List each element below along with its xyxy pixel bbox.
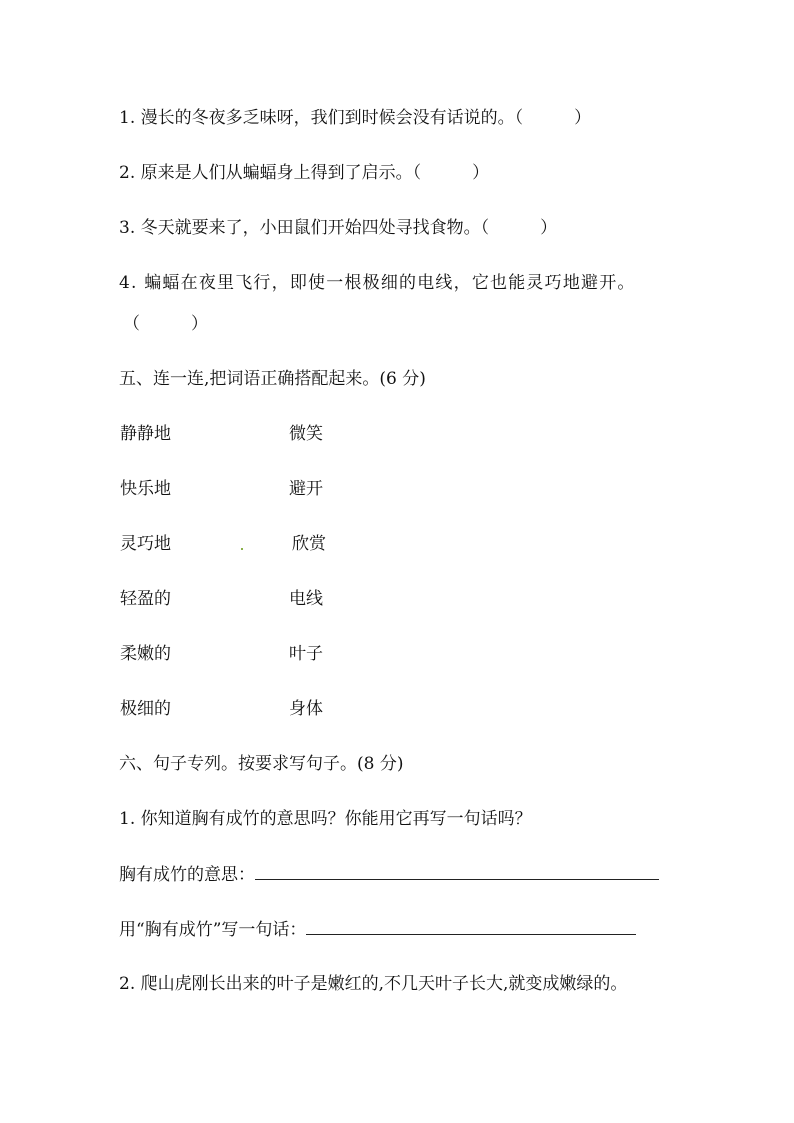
question-4-4-answer-blank: （ ）: [123, 314, 208, 334]
match-left-1: 静静地: [120, 424, 171, 444]
sentence-label: 用“胸有成竹”写一句话：: [119, 920, 307, 940]
match-left-2: 快乐地: [120, 479, 171, 499]
match-right-5: 叶子: [289, 644, 323, 664]
match-left-3: 灵巧地: [120, 534, 171, 554]
meaning-label: 胸有成竹的意思：: [119, 865, 255, 885]
match-right-2: 避开: [289, 479, 323, 499]
match-left-5: 柔嫩的: [120, 644, 171, 664]
meaning-answer-line[interactable]: [255, 863, 659, 880]
sentence-prompt: [119, 918, 636, 941]
section-5-heading: 五、连一连,把词语正确搭配起来。(6 分): [119, 369, 426, 389]
question-6-1: 1. 你知道胸有成竹的意思吗？你能用它再写一句话吗？: [119, 809, 532, 829]
question-4-2: 2. 原来是人们从蝙蝠身上得到了启示。（ ）: [119, 163, 490, 183]
question-6-2: 2. 爬山虎刚长出来的叶子是嫩红的,不几天叶子长大,就变成嫩绿的。: [119, 974, 628, 994]
stray-mark: [241, 548, 243, 550]
match-right-3: 欣赏: [292, 534, 326, 554]
section-6-heading: 六、句子专列。按要求写句子。(8 分): [119, 754, 404, 774]
question-4-1: 1. 漫长的冬夜多乏味呀，我们到时候会没有话说的。（ ）: [119, 108, 592, 128]
match-right-6: 身体: [289, 699, 323, 719]
match-right-4: 电线: [289, 589, 323, 609]
sentence-answer-line[interactable]: [306, 918, 636, 935]
question-4-3: 3. 冬天就要来了，小田鼠们开始四处寻找食物。（ ）: [119, 218, 558, 238]
meaning-prompt: [119, 863, 659, 886]
match-left-6: 极细的: [120, 699, 171, 719]
question-4-4: 4. 蝙蝠在夜里飞行，即使一根极细的电线，它也能灵巧地避开。: [119, 273, 636, 293]
match-left-4: 轻盈的: [120, 589, 171, 609]
match-right-1: 微笑: [289, 424, 323, 444]
